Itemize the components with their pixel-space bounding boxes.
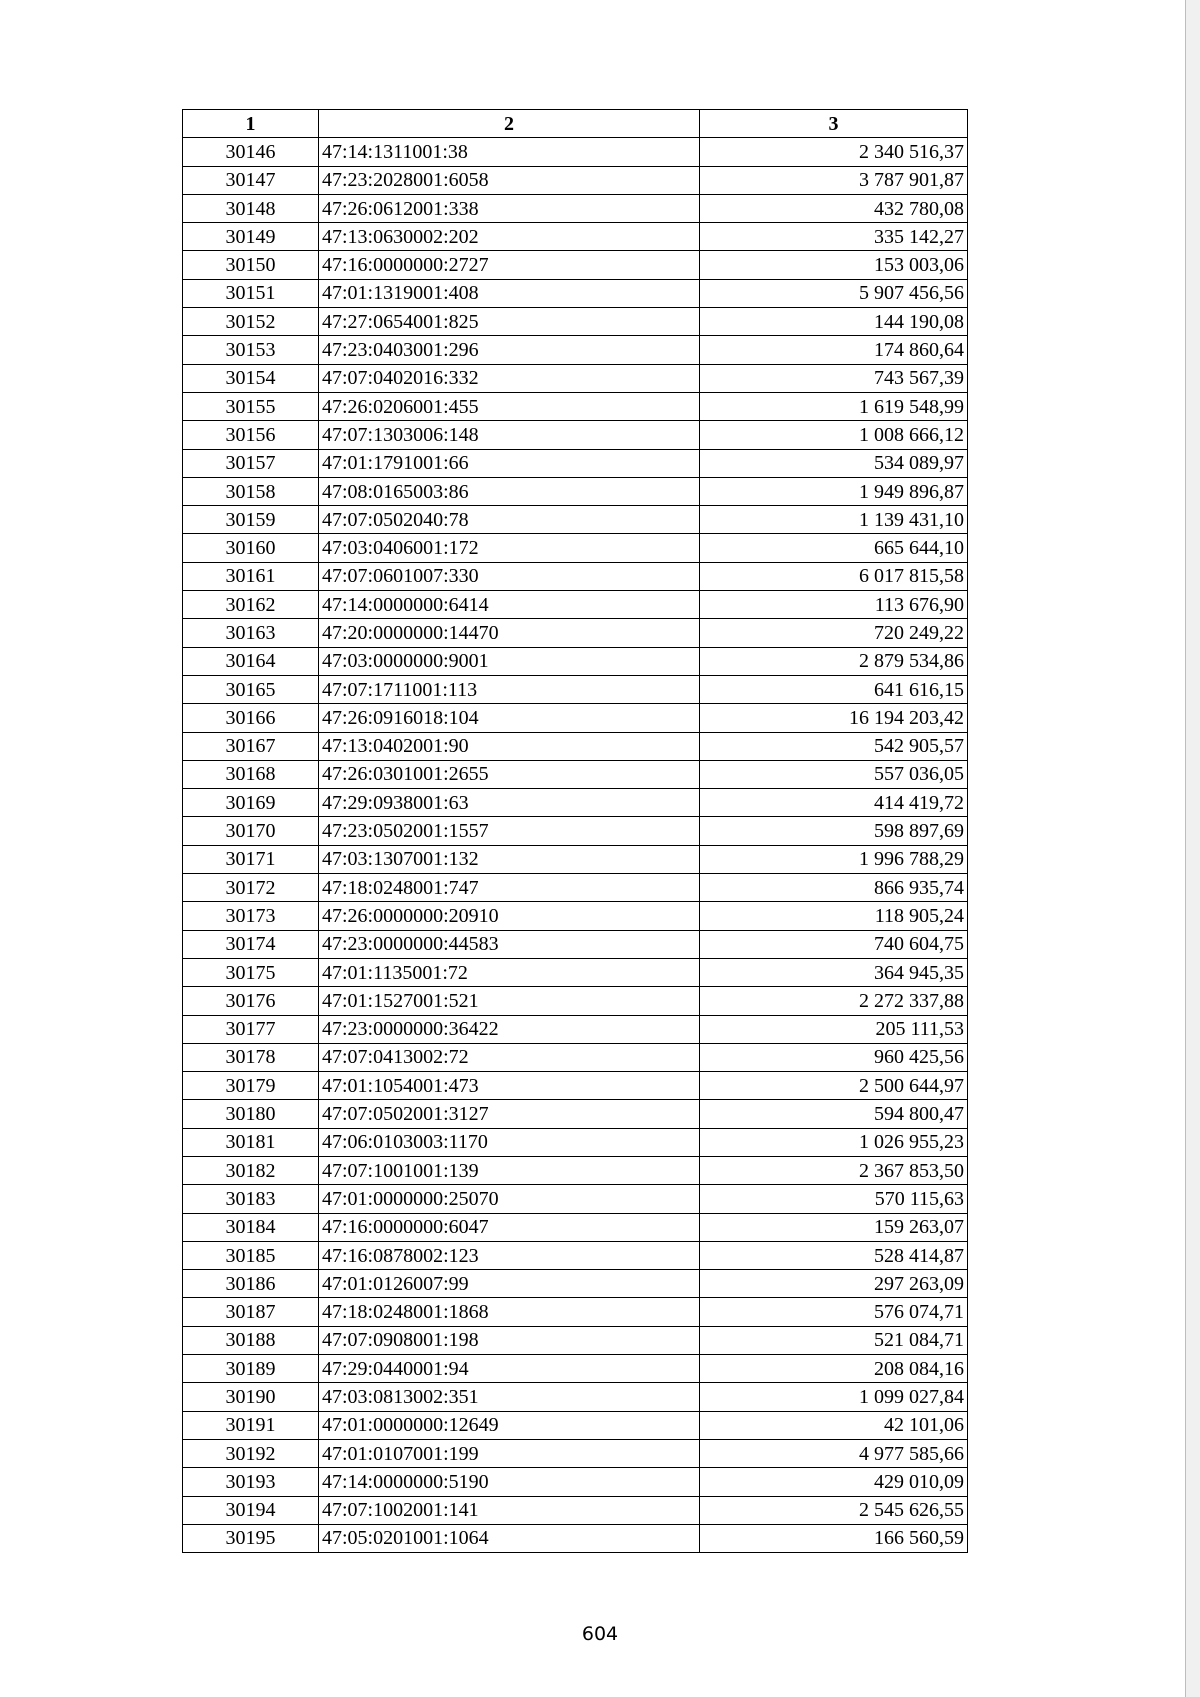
row-number-cell: 30152 xyxy=(183,308,319,336)
cadastral-number-cell: 47:23:0000000:44583 xyxy=(319,930,700,958)
cadastral-value-cell: 113 676,90 xyxy=(700,591,968,619)
cadastral-value-cell: 598 897,69 xyxy=(700,817,968,845)
row-number-cell: 30179 xyxy=(183,1072,319,1100)
cadastral-number-cell: 47:05:0201001:1064 xyxy=(319,1524,700,1552)
cadastral-number-cell: 47:01:1054001:473 xyxy=(319,1072,700,1100)
table-row xyxy=(183,308,968,336)
row-number-cell: 30170 xyxy=(183,817,319,845)
table-row xyxy=(183,1185,968,1213)
cadastral-value-cell: 570 115,63 xyxy=(700,1185,968,1213)
row-number-cell: 30191 xyxy=(183,1411,319,1439)
table-row xyxy=(183,675,968,703)
cadastral-number-cell: 47:08:0165003:86 xyxy=(319,477,700,505)
row-number-cell: 30164 xyxy=(183,647,319,675)
cadastral-number-cell: 47:07:0402016:332 xyxy=(319,364,700,392)
cadastral-value-cell: 2 272 337,88 xyxy=(700,987,968,1015)
row-number-cell: 30177 xyxy=(183,1015,319,1043)
row-number-cell: 30180 xyxy=(183,1100,319,1128)
cadastral-value-cell: 174 860,64 xyxy=(700,336,968,364)
row-number-cell: 30150 xyxy=(183,251,319,279)
cadastral-value-cell: 42 101,06 xyxy=(700,1411,968,1439)
cadastral-value-cell: 166 560,59 xyxy=(700,1524,968,1552)
cadastral-value-cell: 5 907 456,56 xyxy=(700,279,968,307)
cadastral-number-cell: 47:07:0908001:198 xyxy=(319,1326,700,1354)
cadastral-value-table xyxy=(182,109,968,1553)
cadastral-number-cell: 47:23:2028001:6058 xyxy=(319,166,700,194)
cadastral-value-cell: 1 996 788,29 xyxy=(700,845,968,873)
cadastral-number-cell: 47:07:0413002:72 xyxy=(319,1043,700,1071)
cadastral-value-cell: 641 616,15 xyxy=(700,675,968,703)
row-number-cell: 30175 xyxy=(183,958,319,986)
row-number-cell: 30189 xyxy=(183,1355,319,1383)
cadastral-number-cell: 47:14:0000000:6414 xyxy=(319,591,700,619)
cadastral-value-cell: 960 425,56 xyxy=(700,1043,968,1071)
table-row xyxy=(183,1355,968,1383)
cadastral-value-cell: 414 419,72 xyxy=(700,789,968,817)
cadastral-number-cell: 47:03:0406001:172 xyxy=(319,534,700,562)
table-row xyxy=(183,874,968,902)
cadastral-number-cell: 47:23:0502001:1557 xyxy=(319,817,700,845)
row-number-cell: 30147 xyxy=(183,166,319,194)
cadastral-value-cell: 2 367 853,50 xyxy=(700,1156,968,1184)
cadastral-value-cell: 720 249,22 xyxy=(700,619,968,647)
cadastral-value-cell: 2 879 534,86 xyxy=(700,647,968,675)
cadastral-value-cell: 6 017 815,58 xyxy=(700,562,968,590)
cadastral-value-cell: 1 008 666,12 xyxy=(700,421,968,449)
table-row xyxy=(183,845,968,873)
cadastral-value-cell: 429 010,09 xyxy=(700,1468,968,1496)
row-number-cell: 30188 xyxy=(183,1326,319,1354)
cadastral-value-cell: 208 084,16 xyxy=(700,1355,968,1383)
table-row xyxy=(183,534,968,562)
table-row xyxy=(183,1128,968,1156)
table-row xyxy=(183,477,968,505)
cadastral-value-cell: 3 787 901,87 xyxy=(700,166,968,194)
cadastral-value-cell: 432 780,08 xyxy=(700,194,968,222)
table-row xyxy=(183,1072,968,1100)
cadastral-number-cell: 47:26:0301001:2655 xyxy=(319,760,700,788)
table-row xyxy=(183,902,968,930)
table-row xyxy=(183,760,968,788)
row-number-cell: 30172 xyxy=(183,874,319,902)
row-number-cell: 30195 xyxy=(183,1524,319,1552)
row-number-cell: 30181 xyxy=(183,1128,319,1156)
table-row xyxy=(183,1043,968,1071)
table-row xyxy=(183,1213,968,1241)
column-header-value: 3 xyxy=(700,110,968,138)
cadastral-number-cell: 47:01:0126007:99 xyxy=(319,1270,700,1298)
cadastral-number-cell: 47:29:0440001:94 xyxy=(319,1355,700,1383)
table-row xyxy=(183,1439,968,1467)
cadastral-number-cell: 47:23:0403001:296 xyxy=(319,336,700,364)
table-row xyxy=(183,1411,968,1439)
table-header-row xyxy=(183,110,968,138)
row-number-cell: 30187 xyxy=(183,1298,319,1326)
table-row xyxy=(183,506,968,534)
cadastral-number-cell: 47:16:0000000:2727 xyxy=(319,251,700,279)
cadastral-number-cell: 47:01:1791001:66 xyxy=(319,449,700,477)
table-body xyxy=(183,138,968,1553)
row-number-cell: 30148 xyxy=(183,194,319,222)
table-row xyxy=(183,336,968,364)
table-row xyxy=(183,1298,968,1326)
cadastral-number-cell: 47:26:0916018:104 xyxy=(319,704,700,732)
cadastral-number-cell: 47:29:0938001:63 xyxy=(319,789,700,817)
table-row xyxy=(183,958,968,986)
table-row xyxy=(183,1015,968,1043)
table-row xyxy=(183,1241,968,1269)
cadastral-value-cell: 1 099 027,84 xyxy=(700,1383,968,1411)
row-number-cell: 30153 xyxy=(183,336,319,364)
row-number-cell: 30169 xyxy=(183,789,319,817)
cadastral-value-cell: 576 074,71 xyxy=(700,1298,968,1326)
cadastral-number-cell: 47:03:0813002:351 xyxy=(319,1383,700,1411)
table-row xyxy=(183,1156,968,1184)
cadastral-number-cell: 47:20:0000000:14470 xyxy=(319,619,700,647)
row-number-cell: 30193 xyxy=(183,1468,319,1496)
table-row xyxy=(183,194,968,222)
row-number-cell: 30167 xyxy=(183,732,319,760)
cadastral-number-cell: 47:03:0000000:9001 xyxy=(319,647,700,675)
table-row xyxy=(183,789,968,817)
cadastral-value-cell: 16 194 203,42 xyxy=(700,704,968,732)
table-row xyxy=(183,279,968,307)
table-row xyxy=(183,166,968,194)
cadastral-number-cell: 47:14:0000000:5190 xyxy=(319,1468,700,1496)
cadastral-value-cell: 335 142,27 xyxy=(700,223,968,251)
table-row xyxy=(183,1383,968,1411)
cadastral-value-cell: 2 500 644,97 xyxy=(700,1072,968,1100)
row-number-cell: 30173 xyxy=(183,902,319,930)
cadastral-value-cell: 2 340 516,37 xyxy=(700,138,968,166)
row-number-cell: 30161 xyxy=(183,562,319,590)
cadastral-number-cell: 47:01:1527001:521 xyxy=(319,987,700,1015)
cadastral-number-cell: 47:26:0612001:338 xyxy=(319,194,700,222)
cadastral-value-cell: 866 935,74 xyxy=(700,874,968,902)
cadastral-value-cell: 665 644,10 xyxy=(700,534,968,562)
table-row xyxy=(183,364,968,392)
cadastral-value-cell: 521 084,71 xyxy=(700,1326,968,1354)
cadastral-value-cell: 118 905,24 xyxy=(700,902,968,930)
cadastral-number-cell: 47:01:1135001:72 xyxy=(319,958,700,986)
table-row xyxy=(183,732,968,760)
cadastral-value-cell: 557 036,05 xyxy=(700,760,968,788)
table-row xyxy=(183,421,968,449)
cadastral-value-cell: 594 800,47 xyxy=(700,1100,968,1128)
row-number-cell: 30154 xyxy=(183,364,319,392)
row-number-cell: 30168 xyxy=(183,760,319,788)
cadastral-value-cell: 4 977 585,66 xyxy=(700,1439,968,1467)
table-row xyxy=(183,704,968,732)
table-row xyxy=(183,1326,968,1354)
table-row xyxy=(183,647,968,675)
table-row xyxy=(183,1468,968,1496)
row-number-cell: 30176 xyxy=(183,987,319,1015)
table-row xyxy=(183,562,968,590)
table-row xyxy=(183,987,968,1015)
cadastral-value-cell: 1 139 431,10 xyxy=(700,506,968,534)
cadastral-value-cell: 297 263,09 xyxy=(700,1270,968,1298)
cadastral-value-cell: 528 414,87 xyxy=(700,1241,968,1269)
cadastral-number-cell: 47:07:1711001:113 xyxy=(319,675,700,703)
cadastral-value-cell: 159 263,07 xyxy=(700,1213,968,1241)
table-row xyxy=(183,1496,968,1524)
table-row xyxy=(183,930,968,958)
row-number-cell: 30184 xyxy=(183,1213,319,1241)
row-number-cell: 30156 xyxy=(183,421,319,449)
cadastral-value-cell: 743 567,39 xyxy=(700,364,968,392)
row-number-cell: 30185 xyxy=(183,1241,319,1269)
column-header-number: 1 xyxy=(183,110,319,138)
row-number-cell: 30166 xyxy=(183,704,319,732)
cadastral-number-cell: 47:01:1319001:408 xyxy=(319,279,700,307)
table-row xyxy=(183,138,968,166)
table-row xyxy=(183,817,968,845)
table-row xyxy=(183,392,968,420)
row-number-cell: 30186 xyxy=(183,1270,319,1298)
table-row xyxy=(183,591,968,619)
cadastral-number-cell: 47:01:0000000:25070 xyxy=(319,1185,700,1213)
table-row xyxy=(183,1100,968,1128)
table-row xyxy=(183,449,968,477)
row-number-cell: 30183 xyxy=(183,1185,319,1213)
row-number-cell: 30151 xyxy=(183,279,319,307)
row-number-cell: 30194 xyxy=(183,1496,319,1524)
cadastral-number-cell: 47:16:0878002:123 xyxy=(319,1241,700,1269)
scrollbar[interactable] xyxy=(1185,0,1200,1697)
cadastral-number-cell: 47:27:0654001:825 xyxy=(319,308,700,336)
cadastral-number-cell: 47:26:0206001:455 xyxy=(319,392,700,420)
cadastral-number-cell: 47:18:0248001:747 xyxy=(319,874,700,902)
cadastral-number-cell: 47:01:0107001:199 xyxy=(319,1439,700,1467)
row-number-cell: 30159 xyxy=(183,506,319,534)
table-row xyxy=(183,619,968,647)
row-number-cell: 30163 xyxy=(183,619,319,647)
cadastral-number-cell: 47:07:0502040:78 xyxy=(319,506,700,534)
cadastral-number-cell: 47:07:1002001:141 xyxy=(319,1496,700,1524)
cadastral-number-cell: 47:16:0000000:6047 xyxy=(319,1213,700,1241)
cadastral-value-cell: 1 026 955,23 xyxy=(700,1128,968,1156)
column-header-cadastral-number: 2 xyxy=(319,110,700,138)
cadastral-number-cell: 47:26:0000000:20910 xyxy=(319,902,700,930)
row-number-cell: 30165 xyxy=(183,675,319,703)
row-number-cell: 30162 xyxy=(183,591,319,619)
row-number-cell: 30174 xyxy=(183,930,319,958)
row-number-cell: 30158 xyxy=(183,477,319,505)
cadastral-number-cell: 47:07:1303006:148 xyxy=(319,421,700,449)
cadastral-value-cell: 1 949 896,87 xyxy=(700,477,968,505)
cadastral-value-cell: 2 545 626,55 xyxy=(700,1496,968,1524)
table-row xyxy=(183,1270,968,1298)
cadastral-number-cell: 47:13:0630002:202 xyxy=(319,223,700,251)
cadastral-value-cell: 364 945,35 xyxy=(700,958,968,986)
cadastral-value-cell: 740 604,75 xyxy=(700,930,968,958)
cadastral-value-cell: 144 190,08 xyxy=(700,308,968,336)
cadastral-number-cell: 47:07:0502001:3127 xyxy=(319,1100,700,1128)
row-number-cell: 30190 xyxy=(183,1383,319,1411)
row-number-cell: 30192 xyxy=(183,1439,319,1467)
page-number: 604 xyxy=(581,1623,619,1645)
row-number-cell: 30160 xyxy=(183,534,319,562)
row-number-cell: 30171 xyxy=(183,845,319,873)
cadastral-value-cell: 153 003,06 xyxy=(700,251,968,279)
row-number-cell: 30182 xyxy=(183,1156,319,1184)
cadastral-number-cell: 47:03:1307001:132 xyxy=(319,845,700,873)
row-number-cell: 30178 xyxy=(183,1043,319,1071)
cadastral-number-cell: 47:14:1311001:38 xyxy=(319,138,700,166)
cadastral-number-cell: 47:01:0000000:12649 xyxy=(319,1411,700,1439)
cadastral-number-cell: 47:07:0601007:330 xyxy=(319,562,700,590)
cadastral-value-cell: 205 111,53 xyxy=(700,1015,968,1043)
cadastral-number-cell: 47:23:0000000:36422 xyxy=(319,1015,700,1043)
row-number-cell: 30157 xyxy=(183,449,319,477)
table-row xyxy=(183,223,968,251)
table-row xyxy=(183,1524,968,1552)
cadastral-value-cell: 1 619 548,99 xyxy=(700,392,968,420)
cadastral-value-cell: 534 089,97 xyxy=(700,449,968,477)
cadastral-number-cell: 47:06:0103003:1170 xyxy=(319,1128,700,1156)
cadastral-number-cell: 47:13:0402001:90 xyxy=(319,732,700,760)
row-number-cell: 30146 xyxy=(183,138,319,166)
cadastral-value-cell: 542 905,57 xyxy=(700,732,968,760)
cadastral-number-cell: 47:07:1001001:139 xyxy=(319,1156,700,1184)
cadastral-number-cell: 47:18:0248001:1868 xyxy=(319,1298,700,1326)
row-number-cell: 30149 xyxy=(183,223,319,251)
row-number-cell: 30155 xyxy=(183,392,319,420)
table-row xyxy=(183,251,968,279)
